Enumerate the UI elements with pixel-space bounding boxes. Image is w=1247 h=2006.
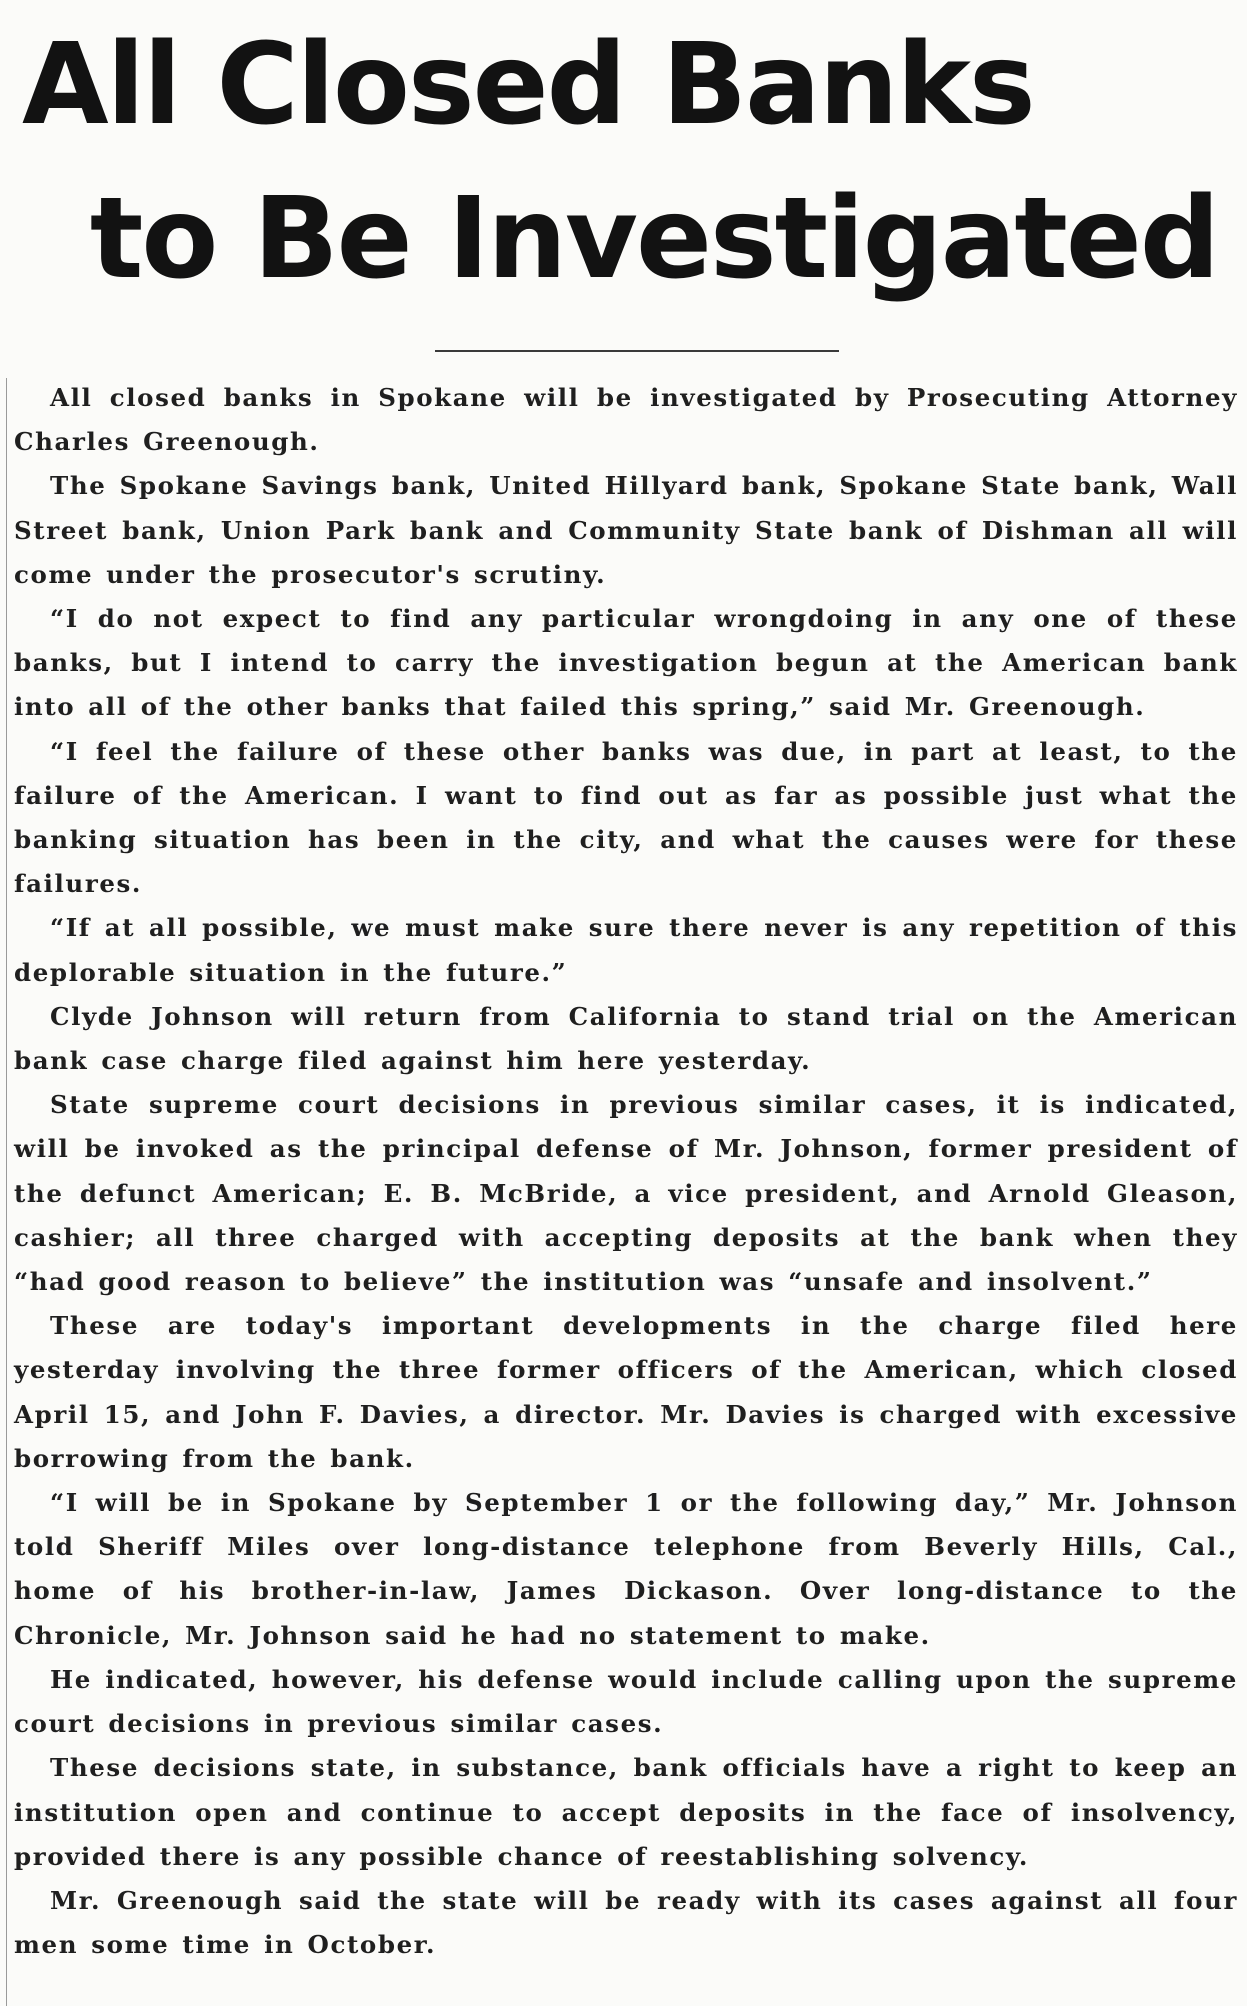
paragraph-6: Clyde Johnson will return from California to stand trial on the American bank case charge filed against him here yesterday. — [14, 1001, 1238, 1076]
paragraph-9: “I will be in Spokane by September 1 or the following day,” Mr. Johnson told Sheriff Miles over long-distance telephone from Beverly Hills, Cal., home of his brother-in-law, James Dickason. Over long-distance to the Chronicle, Mr. Johnson said he had no statement to make. — [14, 1488, 1238, 1650]
headline-divider — [435, 350, 839, 352]
paragraph-10: He indicated, however, his defense would include calling upon the supreme court decisions in previous similar cases. — [14, 1664, 1238, 1739]
headline — [22, 8, 1232, 316]
paragraph-2: The Spokane Savings bank, United Hillyard bank, Spokane State bank, Wall Street bank, Union Park bank and Community State bank of Dishman all will come under the prosecutor's scrutiny. — [14, 471, 1238, 589]
paragraph-3: “I do not expect to find any particular wrongdoing in any one of these banks, but I intend to carry the investigation begun at the American bank into all of the other banks that failed this spring,” said Mr. Greenough. — [14, 604, 1238, 722]
paragraph-7: State supreme court decisions in previous similar cases, it is indicated, will be invoked as the principal defense of Mr. Johnson, former president of the defunct American; E. B. McBride, a vice president, and Arnold Gleason, cashier; all three charged with accepting deposits at the bank when they “had good reason to believe” the institution was “unsafe and insolvent.” — [14, 1090, 1238, 1297]
paragraph-12: Mr. Greenough said the state will be ready with its cases against all four men some time in October. — [14, 1885, 1238, 1960]
paragraph-1: All closed banks in Spokane will be investigated by Prosecuting Attorney Charles Greenough. — [14, 383, 1238, 457]
article-body — [14, 376, 1238, 1967]
headline-line-2: to Be Investigated — [89, 174, 1218, 304]
column-border — [6, 378, 7, 2006]
paragraph-4: “I feel the failure of these other banks was due, in part at least, to the failure of the American. I want to find out as far as possible just what the banking situation has been in the city, and what the causes were for these failures. — [14, 736, 1238, 899]
paragraph-11: These decisions state, in substance, bank officials have a right to keep an institution open and continue to accept deposits in the face of insolvency, provided there is any possible chance of reestablishing solvency. — [14, 1753, 1238, 1871]
paragraph-5: “If at all possible, we must make sure there never is any repetition of this deplorable situation in the future.” — [14, 913, 1238, 987]
headline-line-1: All Closed Banks — [22, 20, 1034, 150]
paragraph-8: These are today's important developments in the charge filed here yesterday involving the three former officers of the American, which closed April 15, and John F. Davies, a director. Mr. Davies is charged with excessive borrowing from the bank. — [14, 1311, 1238, 1473]
